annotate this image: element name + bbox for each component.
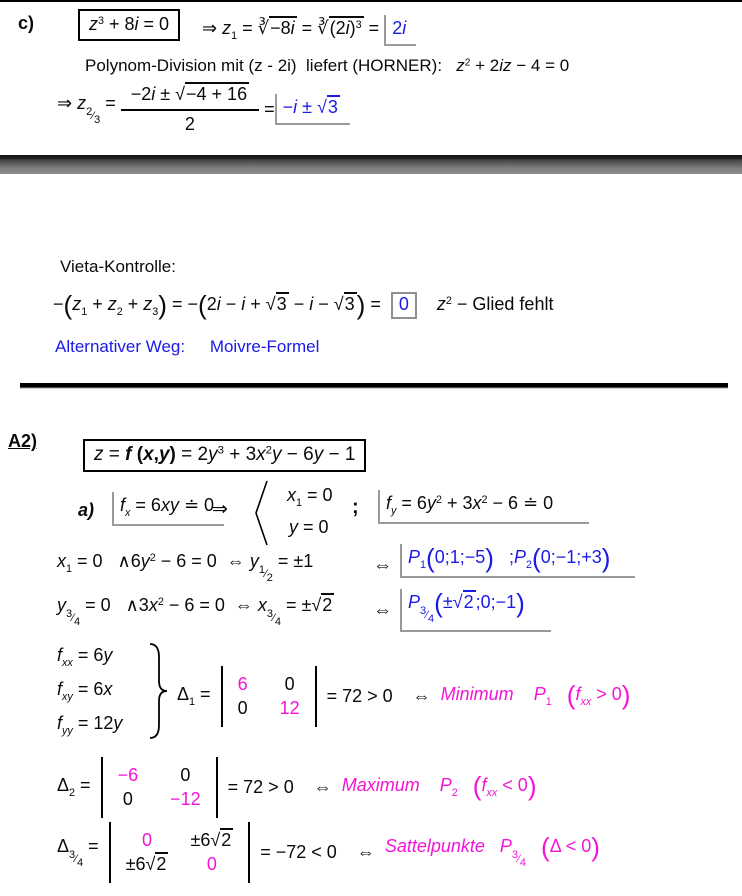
points-p34-result: P3⁄4(±√2 ;0;−1) [400, 589, 551, 632]
det-cell: −12 [170, 788, 201, 809]
det-cell: 0 [237, 697, 248, 718]
second-derivatives-block [57, 645, 122, 747]
angle-bracket-icon [253, 480, 269, 551]
fyy-equation: $f_{yy} = 12y$ [57, 712, 123, 737]
det-cell: 0 [284, 673, 295, 694]
solution-row-1-iff: ⇔ [373, 555, 392, 576]
equals-sign: = [264, 99, 275, 119]
top-border-line [0, 0, 742, 2]
delta2-value: = 72 > 0 [227, 776, 294, 797]
delta2-conclusion: Maximum $P_2$ $(f_{xx} < 0)$ [341, 770, 537, 801]
points-p1-p2-result: $P_1(0;1;-5)$ $;P_2(0;-1;+3)$ [400, 544, 635, 578]
delta1-value: = 72 > 0 [326, 685, 393, 706]
delta1-row [177, 657, 631, 735]
det-cell: ±6√2 [125, 853, 167, 874]
curly-brace-icon [147, 642, 169, 745]
det-cell: 6 [237, 673, 248, 694]
delta34-iff: ⇔ [356, 841, 375, 862]
alt-way-value: Moivre-Formel [209, 337, 320, 356]
fraction-numerator: −2i ± √−4 + 16 [121, 84, 259, 111]
delta2-iff: ⇔ [313, 776, 332, 797]
det-cell: 0 [180, 764, 191, 785]
fraction-denominator: 2 [184, 114, 195, 134]
system-eq-x: $x_1 = 0$ [287, 485, 333, 509]
fxy-equation: $f_{xy} = 6x$ [57, 678, 113, 703]
delta34-value: = −72 < 0 [260, 841, 337, 862]
delta1-conclusion: Minimum $P_1$ $(f_{xx} > 0)$ [440, 679, 631, 710]
solution-row-2-iff: ⇔ [373, 600, 392, 621]
det-cell: 0 [206, 853, 217, 874]
boxed-function: z = f $(x,y) = 2y^3 + 3x^2y - 6y - 1$ [83, 439, 366, 472]
z23-result: −i ± √3 [275, 94, 350, 125]
delta2-determinant [101, 757, 218, 818]
alternative-way-note [55, 337, 319, 357]
det-cell: 0 [142, 829, 153, 850]
solution-row-2-left: y3⁄4 = 0 $\wedge 3x^2 - 6 = 0$ ⇔ x3⁄4 = ±√2 [57, 595, 333, 628]
part-c-label: c) [18, 13, 35, 33]
a2-label: A2) [8, 431, 38, 451]
z23-row [57, 84, 350, 135]
delta34-label: Δ3⁄4 = [57, 835, 99, 869]
alt-way-label: Alternativer Weg: [55, 337, 186, 356]
fy-equation: $f_y = 6y^2 + 3x^2 - 6$ ≐ 0 [378, 490, 589, 524]
system-eq-y: y = 0 [289, 517, 329, 537]
solution-row-1-left: $x_1 = 0$ $\wedge 6y^2 - 6 = 0$ ⇔ y1⁄2 = ±1 [57, 551, 314, 584]
z1-derivation: ⇒ $z_1$ = ∛−8i = $∛(2i)^3 = 2i$ [202, 15, 416, 46]
delta2-label: $\Delta_2$ = [57, 775, 91, 799]
det-cell: 12 [279, 697, 300, 718]
delta1-label: $\Delta_1$ = [177, 684, 211, 708]
a-sub-label: a) [78, 500, 95, 520]
det-cell: ±6√2 [190, 829, 232, 850]
det-cell: −6 [117, 764, 139, 785]
delta34-row [57, 810, 600, 894]
section-divider-line [20, 383, 728, 389]
semicolon-separator: ; [352, 496, 359, 518]
delta34-determinant [109, 822, 251, 883]
fxx-equation: $f_{xx} = 6y$ [57, 645, 113, 669]
fx-equation: $f_x = 6xy$ ≐ 0 [112, 492, 224, 526]
page-break-bar [0, 155, 742, 174]
delta1-determinant [221, 666, 317, 727]
vieta-title: Vieta-Kontrolle: [60, 257, 176, 276]
det-cell: 0 [122, 788, 133, 809]
fraction [121, 84, 259, 135]
vieta-equation: $-(z_1 + z_2 + z_3) = -(2i - i + √3 - i - √3) = 0$ $z^2$ − Glied fehlt [53, 289, 554, 320]
polynom-division-line: Polynom-Division mit (z - 2i) liefert (HORNER): $z^2 + 2iz - 4 = 0$ [85, 56, 570, 75]
implies-arrow: ⇒ [212, 499, 228, 520]
delta1-iff: ⇔ [412, 685, 431, 706]
z23-lead: ⇒ z2⁄3 = [57, 93, 116, 126]
boxed-equation-c: $z^3 + 8i = 0$ [78, 9, 180, 41]
delta34-conclusion: Sattelpunkte P3⁄4 (Δ < 0) [384, 831, 600, 869]
